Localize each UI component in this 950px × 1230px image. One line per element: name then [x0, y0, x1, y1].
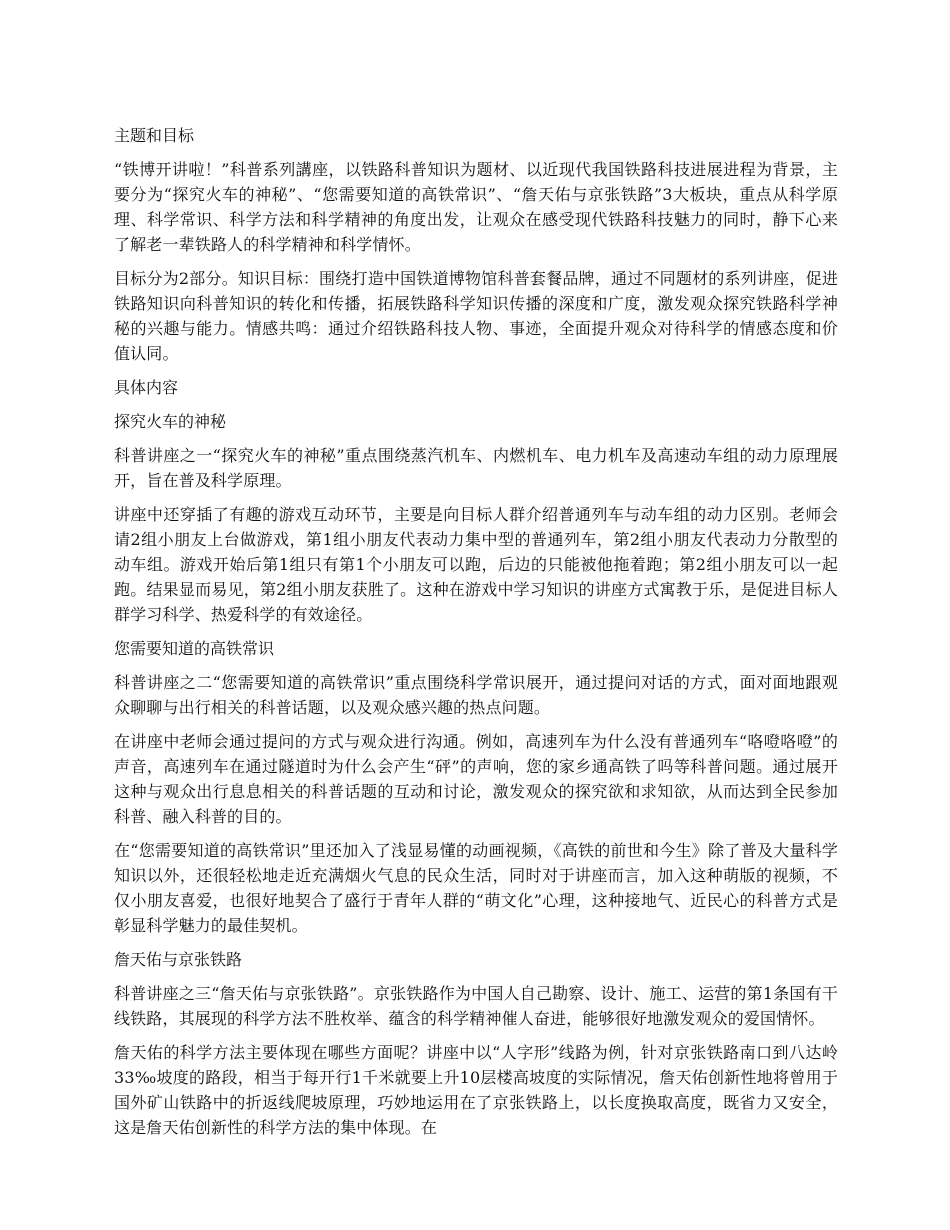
paragraph-lecture-two: 科普讲座之二“您需要知道的高铁常识”重点围绕科学常识展开，通过提问对话的方式，面对面地跟观众聊聊与出行相关的科普话题，以及观众感兴趣的热点问题。 — [114, 673, 838, 717]
section-heading-content: 具体内容 — [114, 378, 179, 397]
paragraph-questions: 在讲座中老师会通过提问的方式与观众进行沟通。例如，高速列车为什么没有普通列车“咯噔咯噔”的声音，高速列车在通过隧道时为什么会产生“砰”的声响，您的家乡通高铁了吗等科普问题。通过展开这种与观众出行息息相关的科普话题的互动和讨论，激发观众的探究欲和求知欲，从而达到全民参加科普、融入科普的目的。 — [114, 732, 838, 826]
section-heading-high-speed-rail: 您需要知道的高铁常识 — [114, 639, 275, 658]
paragraph-lecture-one: 科普讲座之一“探究火车的神秘”重点围绕蒸汽机车、内燃机车、电力机车及高速动车组的动力原理展开，旨在普及科学原理。 — [114, 446, 838, 490]
paragraph-scientific-method: 詹天佑的科学方法主要体现在哪些方面呢？讲座中以“人字形”线路为例，针对京张铁路南口到八达岭33‰坡度的路段，相当于每开行1千米就要上升10层楼高坡度的实际情况，詹天佑创新性地将曾用于国外矿山铁路中的折返线爬坡原理，巧妙地运用在了京张铁路上，以长度换取高度，既省力又安全，这是詹天佑创新性的科学方法的集中体现。在 — [114, 1043, 838, 1137]
section-heading-theme-goals: 主题和目标 — [114, 126, 195, 145]
paragraph-game-interaction: 讲座中还穿插了有趣的游戏互动环节，主要是向目标人群介绍普通列车与动车组的动力区别。老师会请2组小朋友上台做游戏，第1组小朋友代表动力集中型的普通列车，第2组小朋友代表动力分散型的动车组。游戏开始后第1组只有第1个小朋友可以跑，后边的只能被他拖着跑；第2组小朋友可以一起跑。结果显而易见，第2组小朋友获胜了。这种在游戏中学习知识的讲座方式寓教于乐，是促进目标人群学习科学、热爱科学的有效途径。 — [114, 505, 838, 624]
paragraph-goals: 目标分为2部分。知识目标：围绕打造中国铁道博物馆科普套餐品牌，通过不同题材的系列讲座，促进铁路知识向科普知识的转化和传播，拓展铁路科学知识传播的深度和广度，激发观众探究铁路科学神秘的兴趣与能力。情感共鸣：通过介绍铁路科技人物、事迹，全面提升观众对待科学的情感态度和价值认同。 — [114, 269, 838, 363]
paragraph-intro: “铁博开讲啦！”科普系列講座，以铁路科普知识为题材、以近现代我国铁路科技进展进程为背景，主要分为“探究火车的神秘”、“您需要知道的高铁常识”、“詹天佑与京张铁路”3大板块，重点从科学原理、科学常识、科学方法和科学精神的角度出发，让观众在感受现代铁路科技魅力的同时，静下心来了解老一辈铁路人的科学精神和科学情怀。 — [114, 160, 838, 254]
paragraph-lecture-three: 科普讲座之三“詹天佑与京张铁路”。京张铁路作为中国人自己勘察、设计、施工、运营的第1条国有干线铁路，其展现的科学方法不胜枚举、蕴含的科学精神催人奋进，能够很好地激发观众的爱国情怀。 — [114, 984, 838, 1028]
paragraph-animation: 在“您需要知道的高铁常识”里还加入了浅显易懂的动画视频，《高铁的前世和今生》除了普及大量科学知识以外，还很轻松地走近充满烟火气息的民众生活，同时对于讲座而言，加入这种萌版的视频，不仅小朋友喜爱，也很好地契合了盛行于青年人群的“萌文化”心理，这种接地气、近民心的科普方式是彰显科学魅力的最佳契机。 — [114, 841, 838, 935]
document-page — [114, 123, 838, 1149]
section-heading-zhan-tianyou: 詹天佑与京张铁路 — [114, 950, 243, 969]
section-heading-train-mystery: 探究火车的神秘 — [114, 412, 227, 431]
